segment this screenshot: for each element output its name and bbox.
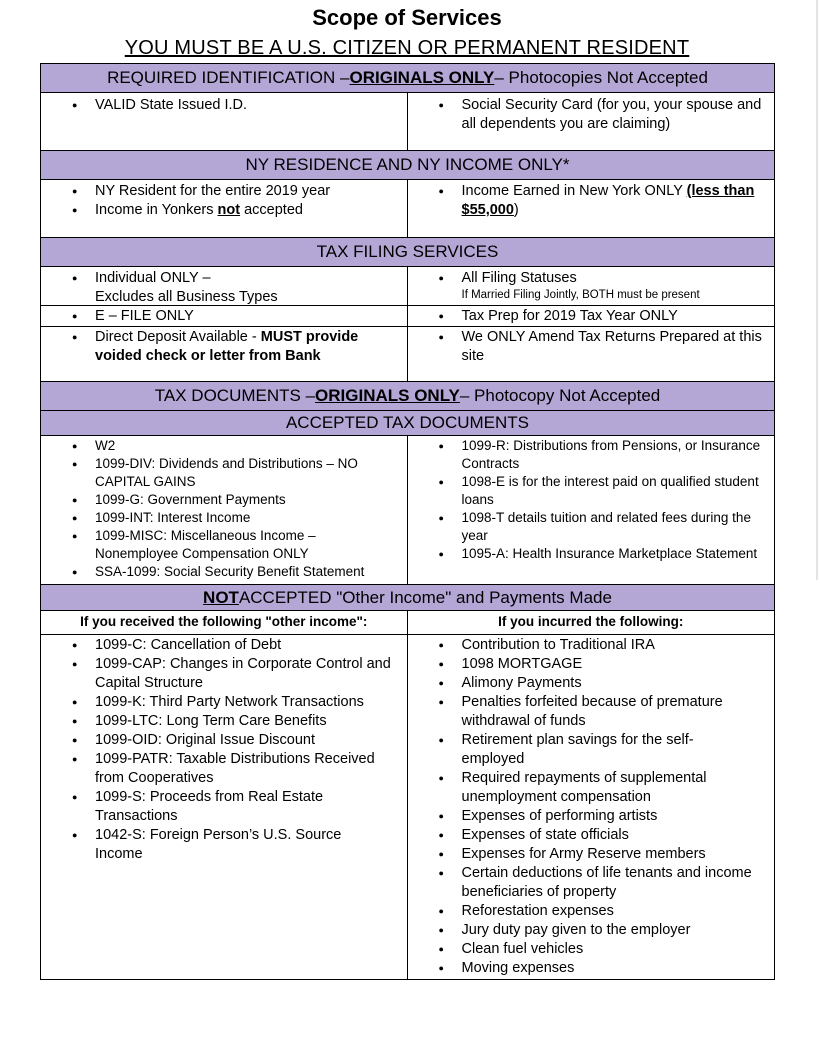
- list-item: ● 1099-C: Cancellation of Debt: [72, 636, 407, 655]
- tax-filing-row-3: [40, 327, 775, 382]
- list-item: ● Required repayments of supplemental unemployment compensation: [439, 769, 775, 807]
- list-item: ● SSA-1099: Social Security Benefit Statement: [72, 563, 407, 581]
- tax-filing-row-2: [40, 306, 775, 327]
- list-item: ● 1099-K: Third Party Network Transactions: [72, 693, 407, 712]
- not-accepted-emphasis: NOT: [203, 587, 239, 607]
- tax-filing-r2-right: [408, 306, 775, 326]
- required-id-header-emphasis: ORIGINALS ONLY: [349, 68, 495, 87]
- list-item: ● 1099-MISC: Miscellaneous Income – Nonemployee Compensation ONLY: [72, 527, 407, 563]
- list-item: ● 1099-R: Distributions from Pensions, or Insurance Contracts: [439, 437, 775, 473]
- list-item: ● Certain deductions of life tenants and income beneficiaries of property: [439, 864, 775, 902]
- not-accepted-subheader-row: [40, 611, 775, 635]
- ny-residence-header: NY RESIDENCE AND NY INCOME ONLY*: [40, 151, 775, 180]
- list-item: ● 1099-OID: Original Issue Discount: [72, 731, 407, 750]
- payments-made-list: [408, 635, 775, 979]
- required-id-header: REQUIRED IDENTIFICATION – ORIGINALS ONLY – Photocopies Not Accepted: [40, 64, 775, 93]
- list-item: ● 1098-T details tuition and related fees during the year: [439, 509, 775, 545]
- list-item: ● We ONLY Amend Tax Returns Prepared at this site: [439, 328, 775, 366]
- ny-residence-row: [40, 180, 775, 238]
- not-accepted-row: [40, 635, 775, 980]
- list-item: ● Contribution to Traditional IRA: [439, 636, 775, 655]
- required-id-left: [41, 93, 408, 150]
- tax-filing-r3-left: [41, 327, 408, 381]
- accepted-documents-row: [40, 436, 775, 585]
- list-item: ● Jury duty pay given to the employer: [439, 921, 775, 940]
- list-item: ● 1099-LTC: Long Term Care Benefits: [72, 712, 407, 731]
- tax-filing-r1-left: [41, 267, 408, 305]
- other-income-subheader: If you received the following "other income":: [41, 611, 408, 634]
- filing-note: If Married Filing Jointly, BOTH must be present: [461, 289, 700, 301]
- income-limit: (less than $55,000: [461, 183, 755, 218]
- list-item: ● 1098 MORTGAGE: [439, 655, 775, 674]
- list-item: ● Alimony Payments: [439, 674, 775, 693]
- list-item: ● Penalties forfeited because of premature withdrawal of funds: [439, 693, 775, 731]
- tax-filing-r3-right: [408, 327, 775, 381]
- list-item: ● 1099-INT: Interest Income: [72, 509, 407, 527]
- list-item: ● Reforestation expenses: [439, 902, 775, 921]
- list-item: ● 1098-E is for the interest paid on qualified student loans: [439, 473, 775, 509]
- deposit-requirement: MUST provide voided check or letter from Bank: [95, 329, 359, 364]
- list-item: ● Expenses of state officials: [439, 826, 775, 845]
- tax-filing-r1-right: [408, 267, 775, 305]
- ny-residence-left: [41, 180, 408, 237]
- other-income-list: [41, 635, 408, 979]
- list-item: ● Retirement plan savings for the self-employed: [439, 731, 775, 769]
- list-item: ● Social Security Card (for you, your spouse and all dependents you are claiming): [439, 96, 775, 134]
- accepted-documents-left: [41, 436, 408, 584]
- tax-filing-row-1: [40, 267, 775, 306]
- list-item: ● Clean fuel vehicles: [439, 940, 775, 959]
- list-item: ● Individual ONLY – Excludes all Business Types: [72, 269, 407, 307]
- list-item: ● Moving expenses: [439, 959, 775, 978]
- page-edge-divider: [816, 0, 818, 580]
- emphasis-not: not: [217, 202, 241, 218]
- tax-documents-header-emphasis: ORIGINALS ONLY: [315, 386, 460, 405]
- list-item: ● Income Earned in New York ONLY (less than $55,000): [439, 182, 775, 220]
- list-item: ● Expenses of performing artists: [439, 807, 775, 826]
- list-item: ● 1099-DIV: Dividends and Distributions – NO CAPITAL GAINS: [72, 455, 407, 491]
- page-subtitle: YOU MUST BE A U.S. CITIZEN OR PERMANENT RESIDENT: [124, 37, 690, 59]
- payments-made-subheader: If you incurred the following:: [498, 614, 684, 629]
- list-item: ● NY Resident for the entire 2019 year: [72, 182, 407, 201]
- list-item: ● VALID State Issued I.D.: [72, 96, 407, 115]
- list-item: ● E – FILE ONLY: [72, 307, 407, 326]
- list-item: ● Tax Prep for 2019 Tax Year ONLY: [439, 307, 775, 326]
- list-item: ● 1042-S: Foreign Person’s U.S. Source Income: [72, 826, 407, 864]
- not-accepted-header: NOT ACCEPTED "Other Income" and Payments Made: [40, 585, 775, 611]
- list-item: ● 1099-S: Proceeds from Real Estate Transactions: [72, 788, 407, 826]
- page-title: Scope of Services: [312, 5, 502, 30]
- list-item: ● W2: [72, 437, 407, 455]
- tax-filing-r2-left: [41, 306, 408, 326]
- required-id-right: [408, 93, 775, 150]
- services-table: [40, 63, 775, 980]
- ny-residence-right: [408, 180, 775, 237]
- accepted-documents-header: ACCEPTED TAX DOCUMENTS: [40, 411, 775, 436]
- list-item: ● Expenses for Army Reserve members: [439, 845, 775, 864]
- tax-filing-header: TAX FILING SERVICES: [40, 238, 775, 267]
- list-item: ● 1099-PATR: Taxable Distributions Received from Cooperatives: [72, 750, 407, 788]
- tax-documents-header: TAX DOCUMENTS – ORIGINALS ONLY – Photocopy Not Accepted: [40, 382, 775, 411]
- required-id-row: [40, 93, 775, 151]
- list-item: ● 1095-A: Health Insurance Marketplace Statement: [439, 545, 775, 563]
- accepted-documents-right: [408, 436, 775, 584]
- list-item: ● Income in Yonkers not accepted: [72, 201, 407, 220]
- list-item: ● Direct Deposit Available - MUST provide voided check or letter from Bank: [72, 328, 407, 366]
- list-item: ● All Filing Statuses If Married Filing Jointly, BOTH must be present: [439, 269, 775, 302]
- list-item: ● 1099-CAP: Changes in Corporate Control and Capital Structure: [72, 655, 407, 693]
- list-item: ● 1099-G: Government Payments: [72, 491, 407, 509]
